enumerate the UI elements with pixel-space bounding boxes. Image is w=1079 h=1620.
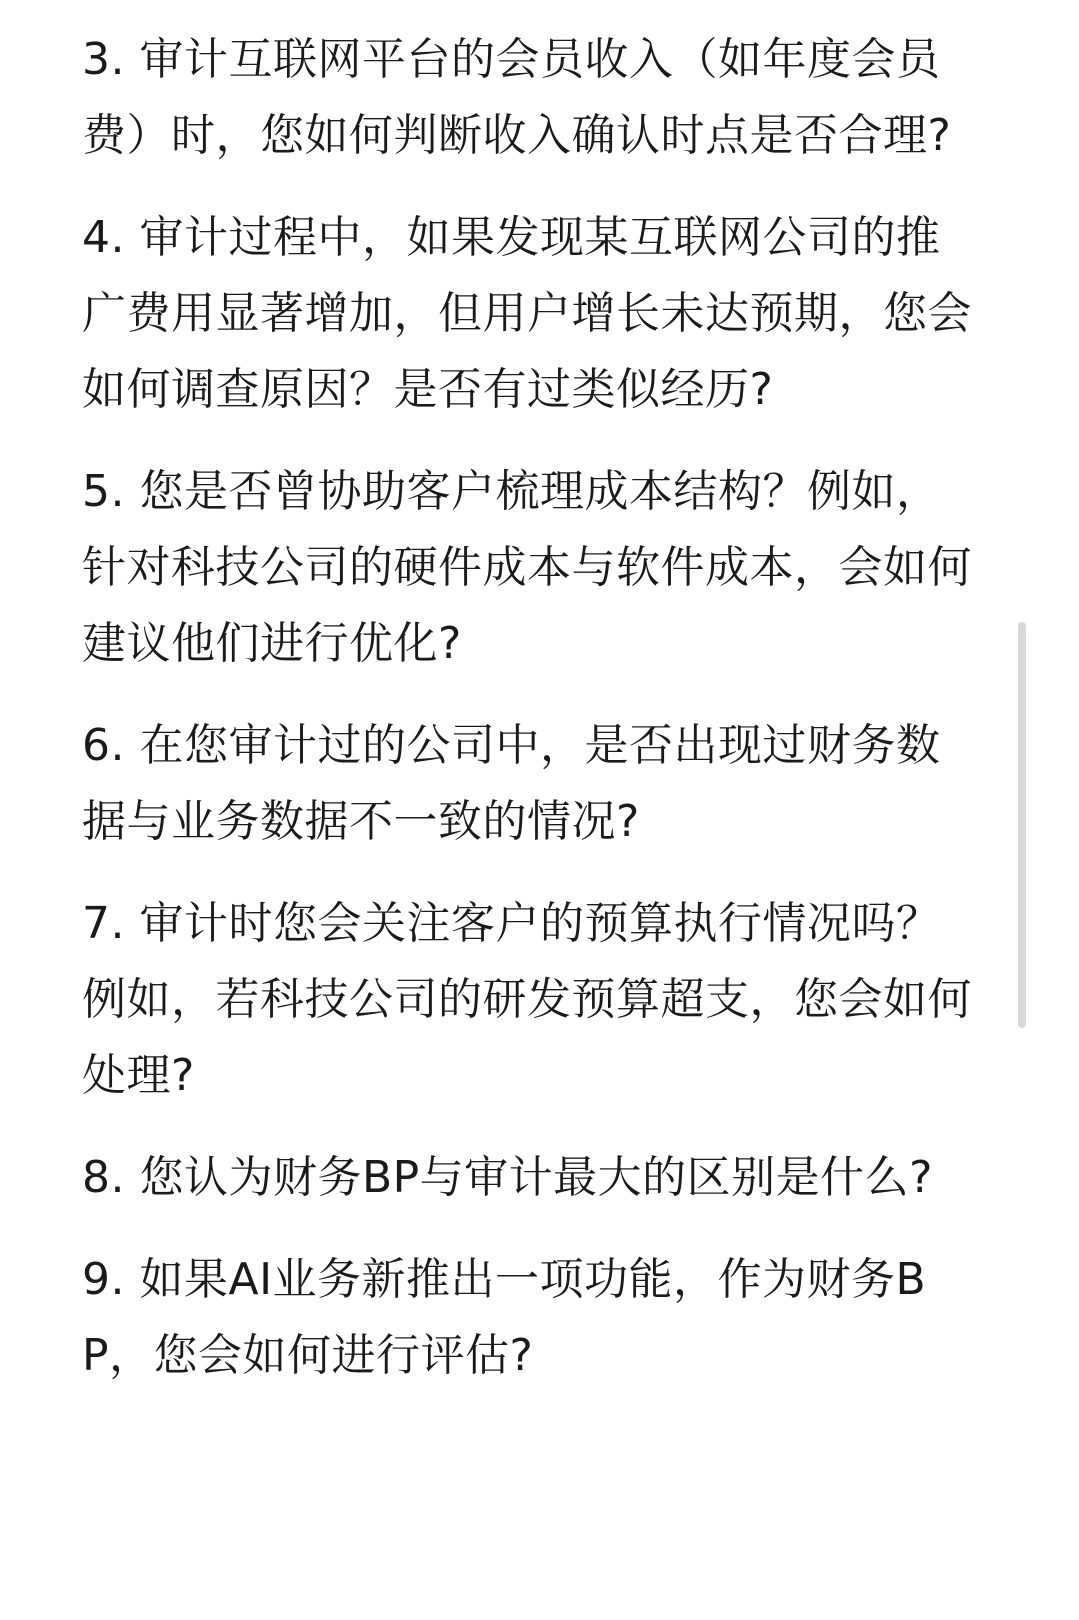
scrollbar[interactable]	[1018, 622, 1026, 1028]
question-8: 8. 您认为财务BP与审计最大的区别是什么?	[82, 1152, 934, 1203]
question-4: 4. 审计过程中，如果发现某互联网公司的推广费用显著增加，但用户增长未达预期，您会如何调查原因？是否有过类似经历?	[82, 212, 972, 415]
question-7: 7. 审计时您会关注客户的预算执行情况吗？例如，若科技公司的研发预算超支，您会如何处理?	[82, 898, 972, 1101]
question-9: 9. 如果AI业务新推出一项功能，作为财务BP，您会如何进行评估?	[82, 1254, 927, 1381]
question-6: 6. 在您审计过的公司中，是否出现过财务数据与业务数据不一致的情况?	[82, 720, 941, 847]
question-3: 3. 审计互联网平台的会员收入（如年度会员费）时，您如何判断收入确认时点是否合理?	[82, 34, 952, 161]
question-5: 5. 您是否曾协助客户梳理成本结构？例如，针对科技公司的硬件成本与软件成本，会如何建议他们进行优化?	[82, 466, 972, 669]
question-list	[82, 22, 982, 1420]
